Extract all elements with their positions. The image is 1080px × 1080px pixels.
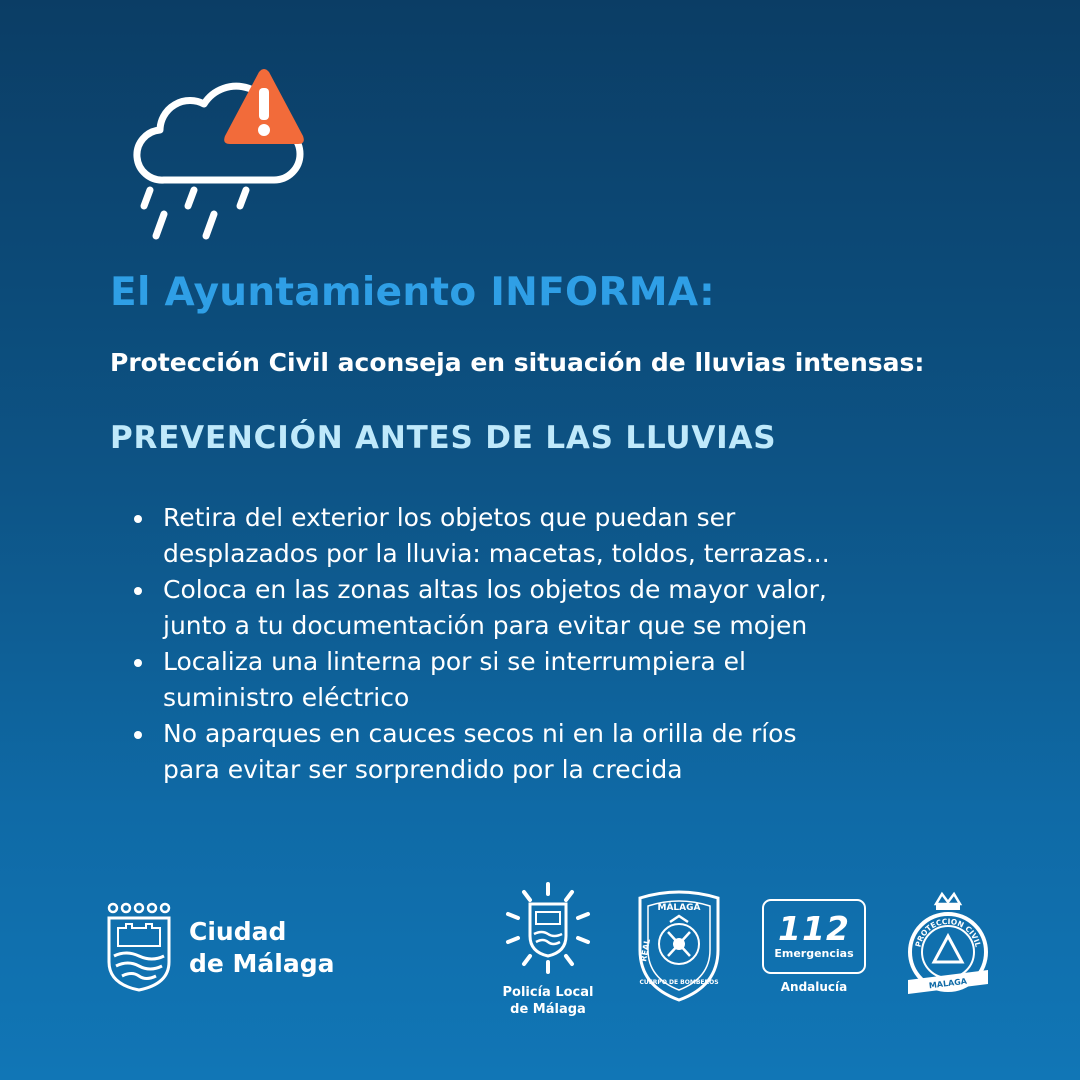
policia-line1: Policía Local (502, 985, 594, 1000)
tips-list (134, 500, 954, 788)
rain-cloud-warning-icon (104, 66, 310, 244)
list-item (134, 500, 954, 572)
bomberos-logo (634, 888, 724, 1004)
police-badge-icon (502, 880, 594, 976)
ciudad-line2: de Málaga (189, 949, 335, 978)
emergencias-box (762, 899, 866, 974)
civil-protection-emblem-icon (906, 890, 990, 1002)
proteccion-civil-banner-text: MALAGA (928, 976, 968, 991)
list-item (134, 716, 954, 788)
section-heading: PREVENCIÓN ANTES DE LAS LLUVIAS (110, 420, 777, 456)
tip-text: suministro eléctrico (163, 683, 410, 712)
bomberos-top-text: MÁLAGA (657, 903, 701, 913)
policia-logo-text (488, 984, 608, 1018)
bullet-icon (134, 587, 142, 595)
bullet-icon (134, 731, 142, 739)
bullet-icon (134, 515, 142, 523)
emergencias-number: 112 (778, 909, 850, 948)
proteccion-civil-ring-text: PROTECCION CIVIL (913, 916, 983, 948)
policia-local-logo (498, 880, 598, 1020)
list-item (134, 572, 954, 644)
page-title: El Ayuntamiento INFORMA: (110, 270, 716, 315)
bomberos-bottom-text: CUERPO DE BOMBEROS (639, 979, 719, 986)
proteccion-civil-logo (906, 890, 990, 1002)
ciudad-line1: Ciudad (189, 917, 287, 946)
tip-text: Coloca en las zonas altas los objetos de mayor valor, (163, 575, 827, 604)
bomberos-side-text: REAL (639, 938, 652, 963)
emergencias-region: Andalucía (780, 980, 848, 994)
policia-line2: de Málaga (510, 1002, 586, 1017)
emergencias-112-logo (762, 899, 866, 999)
ciudad-logo-text (189, 916, 335, 980)
page-subtitle: Protección Civil aconseja en situación de lluvias intensas: (110, 348, 925, 377)
list-item (134, 644, 954, 716)
tip-text: No aparques en cauces secos ni en la orilla de ríos (163, 719, 797, 748)
tip-text: desplazados por la lluvia: macetas, toldos, terrazas... (163, 539, 830, 568)
bullet-icon (134, 659, 142, 667)
city-shield-icon (106, 900, 172, 992)
emergencias-label: Emergencias (774, 947, 854, 960)
firefighter-shield-icon (634, 888, 724, 1004)
tip-text: junto a tu documentación para evitar que se mojen (163, 611, 808, 640)
tip-text: para evitar ser sorprendido por la crecida (163, 755, 683, 784)
tip-text: Localiza una linterna por si se interrumpiera el (163, 647, 746, 676)
ciudad-de-malaga-logo (106, 900, 336, 992)
tip-text: Retira del exterior los objetos que puedan ser (163, 503, 736, 532)
